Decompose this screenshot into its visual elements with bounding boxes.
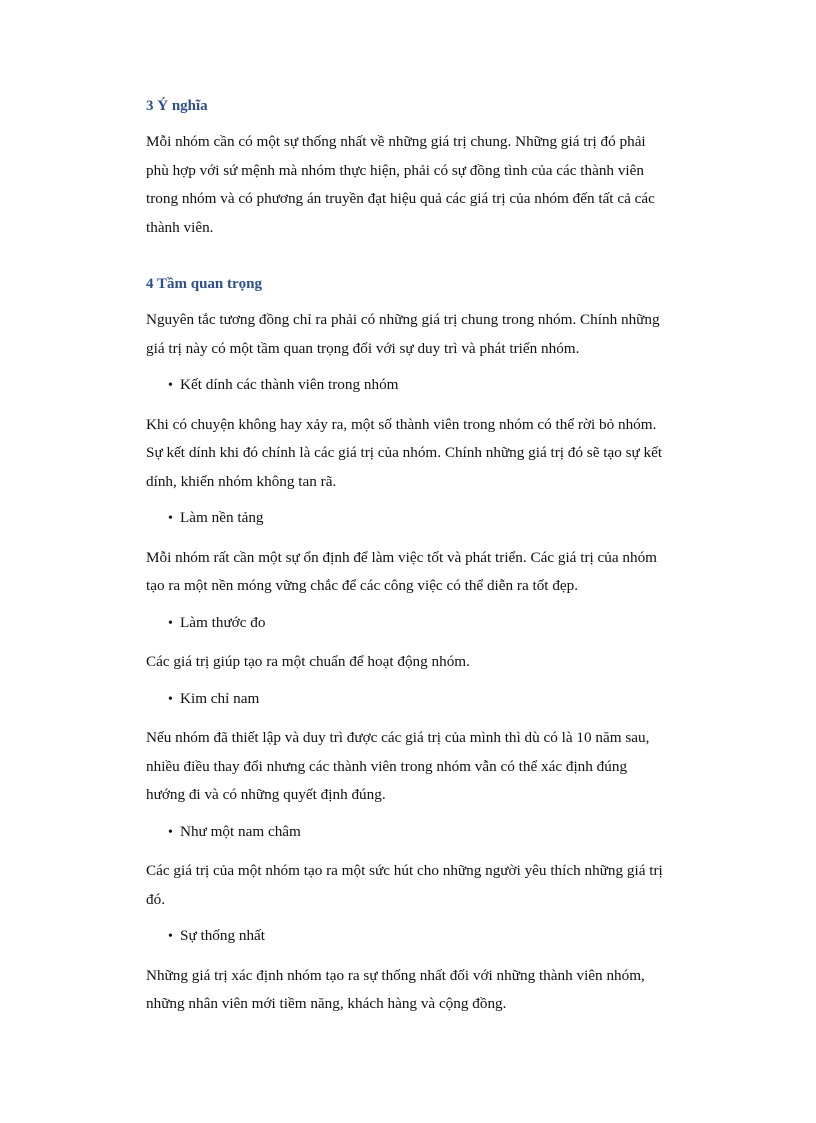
bullet-label: Kết dính các thành viên trong nhóm	[180, 376, 399, 393]
spacer	[146, 914, 676, 922]
bullet-item-2	[146, 504, 676, 534]
spacer	[146, 847, 676, 857]
item-3-line-1: Các giá trị giúp tạo ra một chuẩn để hoạt động nhóm.	[146, 653, 470, 670]
spacer	[146, 601, 676, 609]
section-3-heading: 3 Ý nghĩa	[146, 98, 208, 114]
bullet-icon: •	[168, 511, 173, 526]
bullet-label: Làm thước đo	[180, 613, 266, 631]
section-3-line-3: trong nhóm và có phương án truyền đạt hiệu quả các giá trị của nhóm đến tất cả các	[146, 190, 655, 207]
spacer	[146, 363, 676, 371]
bullet-icon: •	[168, 691, 173, 707]
spacer	[146, 534, 676, 544]
bullet-item-1	[146, 371, 676, 401]
spacer	[146, 714, 676, 724]
section-4-heading: 4 Tầm quan trọng	[146, 276, 263, 292]
bullet-item-3	[146, 609, 676, 639]
bullet-label: Sự thống nhất	[180, 927, 266, 944]
document-page	[146, 92, 676, 1019]
bullet-icon: •	[168, 615, 173, 631]
section-4-intro-line-1: Nguyên tắc tương đồng chỉ ra phải có những giá trị chung trong nhóm. Chính những	[146, 311, 660, 328]
spacer	[146, 298, 676, 306]
bullet-item-6	[146, 922, 676, 952]
spacer	[146, 638, 676, 648]
item-4-line-1: Nếu nhóm đã thiết lập và duy trì được các giá trị của mình thì dù có là 10 năm sau,	[146, 729, 650, 746]
item-4-line-2: nhiều điều thay đổi nhưng các thành viên trong nhóm vẫn có thể xác định đúng	[146, 757, 628, 775]
bullet-label: Làm nền tảng	[180, 509, 264, 526]
spacer	[146, 120, 676, 128]
spacer	[146, 677, 676, 685]
spacer	[146, 496, 676, 504]
item-6-line-1: Những giá trị xác định nhóm tạo ra sự thống nhất đối với những thành viên nhóm,	[146, 966, 645, 984]
spacer	[146, 810, 676, 818]
item-2-line-1: Mỗi nhóm rất cần một sự ổn định để làm việc tốt và phát triển. Các giá trị của nhóm	[146, 548, 657, 566]
item-1-line-2: Sự kết dính khi đó chính là các giá trị của nhóm. Chính những giá trị đó sẽ tạo sự kết	[146, 444, 663, 461]
spacer	[146, 401, 676, 411]
item-5-line-2: đó.	[146, 890, 165, 908]
bullet-icon: •	[168, 378, 173, 393]
bullet-label: Như một nam châm	[180, 822, 301, 840]
item-5-line-1: Các giá trị của một nhóm tạo ra một sức hút cho những người yêu thích những giá trị	[146, 862, 663, 879]
section-3-line-4: thành viên.	[146, 218, 214, 236]
section-3-line-1: Mỗi nhóm cần có một sự thống nhất về những giá trị chung. Những giá trị đó phải	[146, 133, 646, 150]
bullet-item-5	[146, 818, 676, 848]
spacer	[146, 952, 676, 962]
section-4-intro-line-2: giá trị này có một tầm quan trọng đối với sự duy trì và phát triển nhóm.	[146, 339, 580, 357]
spacer	[146, 242, 676, 270]
item-1-line-3: dính, khiến nhóm không tan rã.	[146, 472, 337, 490]
item-6-line-2: những nhân viên mới tiềm năng, khách hàng và cộng đồng.	[146, 995, 507, 1012]
section-3-line-2: phù hợp với sứ mệnh mà nhóm thực hiện, phải có sự đồng tình của các thành viên	[146, 161, 644, 179]
bullet-icon: •	[168, 824, 173, 840]
item-2-line-2: tạo ra một nền móng vững chắc để các công việc có thể diễn ra tốt đẹp.	[146, 577, 579, 594]
item-4-line-3: hướng đi và có những quyết định đúng.	[146, 786, 386, 803]
item-1-line-1: Khi có chuyện không hay xảy ra, một số thành viên trong nhóm có thể rời bỏ nhóm.	[146, 415, 657, 433]
bullet-icon: •	[168, 929, 173, 944]
bullet-label: Kim chỉ nam	[180, 689, 260, 707]
bullet-item-4	[146, 685, 676, 715]
